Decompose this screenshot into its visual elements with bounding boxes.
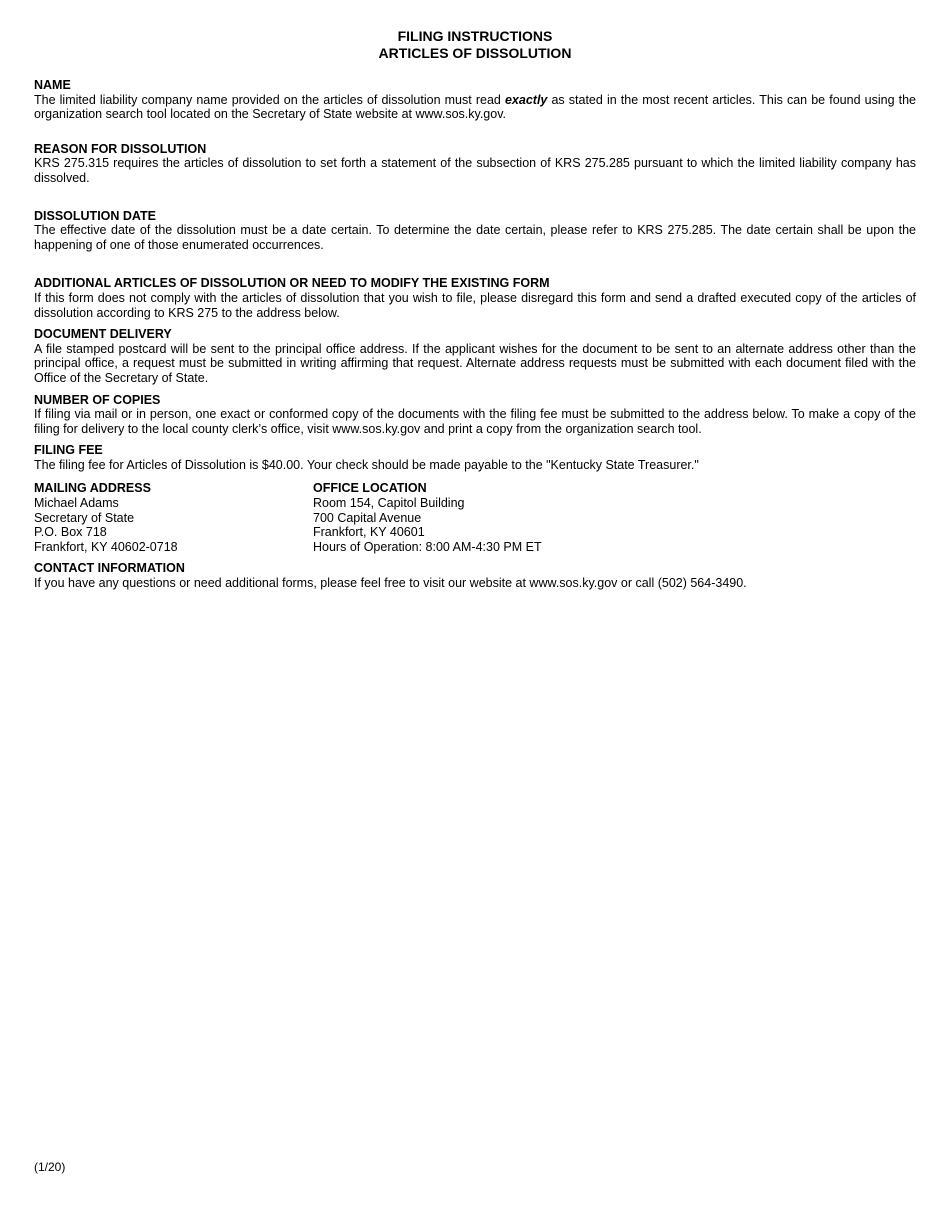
mailing-line: Secretary of State [34,510,135,525]
section-contact [34,561,916,590]
mailing-heading: MAILING ADDRESS [34,481,151,496]
mailing-line: Michael Adams [34,496,119,511]
section-additional [34,276,916,320]
fee-text: The filing fee for Articles of Dissolution is $40.00. Your check should be made payable to the "Kentucky State Treasurer." [34,457,699,472]
section-fee [34,443,916,472]
name-text-after: as stated in the most recent articles. This can be found using the organization search tool located on the Secretary of State website at www.sos.ky.gov. [34,92,916,122]
section-name [34,78,916,122]
name-text [34,93,916,122]
title-line-2: ARTICLES OF DISSOLUTION [378,44,572,61]
additional-text: If this form does not comply with the articles of dissolution that you wish to file, please disregard this form and send a drafted executed copy of the articles of dissolution according to KRS 275 to the address below. [34,290,916,320]
copies-heading: NUMBER OF COPIES [34,392,161,407]
document-title [34,28,916,61]
delivery-text: A file stamped postcard will be sent to the principal office address. If the applicant wishes for the document to be sent to an alternate address other than the principal office, a request must be submitted in writing affirming that request. Alternate address requests must be submitted with each document filed with the Office of the Secretary of State. [34,341,916,385]
name-text-emphasis: exactly [504,92,548,107]
address-block [34,481,916,554]
delivery-heading: DOCUMENT DELIVERY [34,327,172,342]
office-line: Hours of Operation: 8:00 AM-4:30 PM ET [313,539,542,554]
name-text-before: The limited liability company name provided on the articles of dissolution must read [34,92,505,107]
office-line: Frankfort, KY 40601 [313,525,425,540]
reason-text: KRS 275.315 requires the articles of dissolution to set forth a statement of the subsection of KRS 275.285 pursuant to which the limited liability company has dissolved. [34,156,916,185]
date-heading: DISSOLUTION DATE [34,208,156,223]
name-heading: NAME [34,78,71,92]
mailing-address [34,481,313,554]
office-line: 700 Capital Avenue [313,510,422,525]
reason-heading: REASON FOR DISSOLUTION [34,141,207,156]
section-reason [34,142,916,186]
mailing-line: Frankfort, KY 40602-0718 [34,539,178,554]
date-text: The effective date of the dissolution must be a date certain. To determine the date certain, please refer to KRS 275.285. The date certain shall be upon the happening of one of those enumerated occurrences. [34,223,916,252]
document-page [34,28,916,591]
office-location [313,481,916,554]
section-copies [34,393,916,437]
revision-footer: (1/20) [34,1160,66,1174]
section-delivery [34,327,916,385]
contact-heading: CONTACT INFORMATION [34,561,185,576]
office-heading: OFFICE LOCATION [313,481,427,496]
copies-text: If filing via mail or in person, one exact or conformed copy of the documents with the filing fee must be submitted to the address below. To make a copy of the filing for delivery to the local county clerk’s office, visit www.sos.ky.gov and print a copy from the organization search tool. [34,407,916,436]
fee-heading: FILING FEE [34,443,103,458]
title-line-1: FILING INSTRUCTIONS [397,28,553,44]
additional-heading: ADDITIONAL ARTICLES OF DISSOLUTION OR NEED TO MODIFY THE EXISTING FORM [34,276,550,291]
section-dissolution-date [34,209,916,253]
contact-text: If you have any questions or need additional forms, please feel free to visit our website at www.sos.ky.gov or call (502) 564-3490. [34,576,747,591]
office-line: Room 154, Capitol Building [313,496,465,511]
mailing-line: P.O. Box 718 [34,525,107,540]
